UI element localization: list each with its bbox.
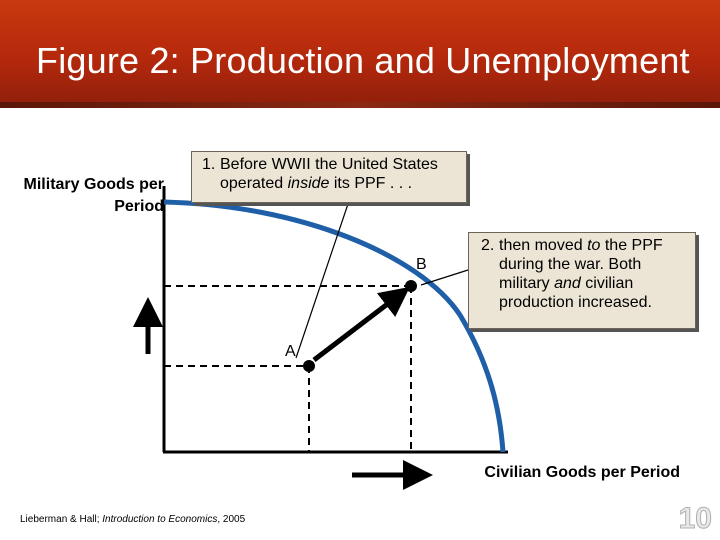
- callout-1-emphasis: inside: [287, 175, 330, 192]
- callout-box-1: [191, 151, 467, 203]
- callout-2-text: [499, 236, 695, 312]
- movement-arrow: [314, 296, 398, 360]
- callout-2-text-e: civilian production increased.: [499, 275, 652, 311]
- point-a: [303, 360, 315, 372]
- point-a-label: A: [285, 343, 296, 360]
- footer-year: , 2005: [217, 514, 246, 525]
- footer-book: Introduction to Economics: [102, 514, 218, 525]
- callout-1-text-b: its PPF . . .: [329, 175, 413, 192]
- callout-1-number: 1.: [202, 156, 216, 173]
- callout-2-pointer: [421, 270, 468, 285]
- x-axis-label: Civilian Goods per Period: [484, 464, 680, 481]
- ppf-curve: [164, 202, 503, 452]
- callout-2-text-c: the PPF during the war. Both military: [499, 237, 663, 292]
- footer-authors: Lieberman & Hall;: [20, 514, 103, 525]
- callout-2-number: 2.: [481, 237, 495, 254]
- footer-citation: [20, 514, 245, 525]
- callout-box-2: [468, 232, 696, 329]
- point-b-label: B: [416, 256, 427, 273]
- callout-1-text-a: Before WWII the United States operated: [220, 156, 438, 192]
- callout-2-text-a: then moved: [499, 237, 588, 254]
- point-b: [405, 280, 417, 292]
- callout-2-emphasis-and: and: [554, 275, 581, 292]
- page-number: 10: [678, 502, 712, 535]
- y-axis-label: Military Goods per Period: [23, 176, 164, 215]
- callout-2-emphasis-to: to: [587, 237, 601, 254]
- callout-1-text: [220, 155, 460, 193]
- slide-title: Figure 2: Production and Unemployment: [36, 40, 690, 81]
